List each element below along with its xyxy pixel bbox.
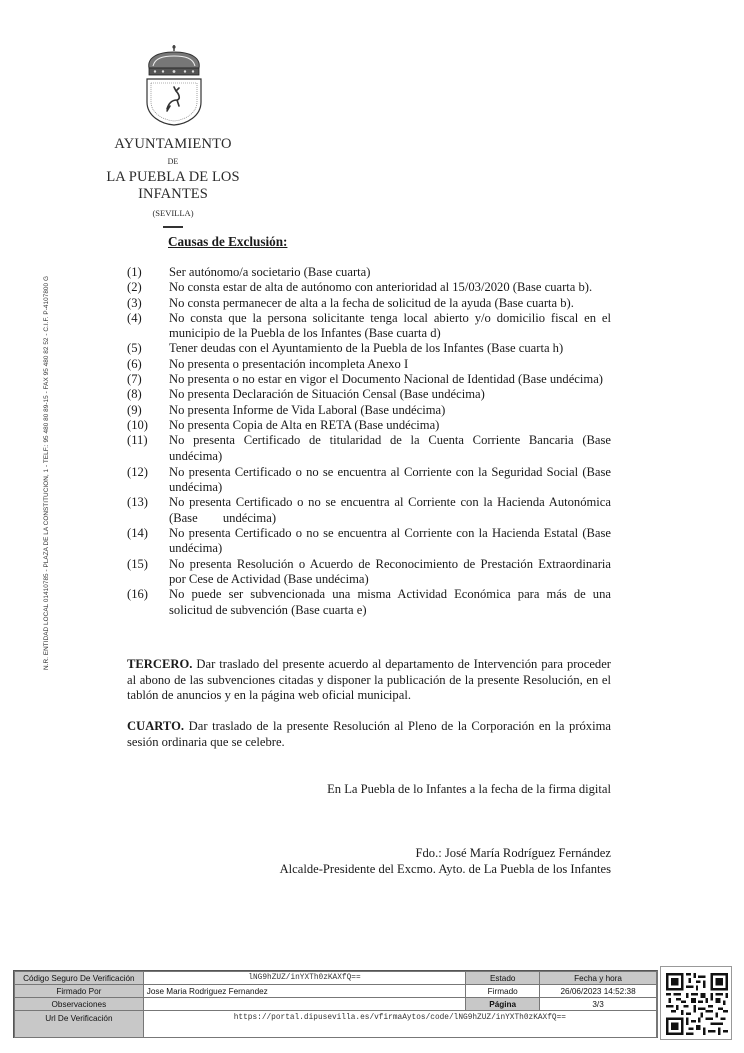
item-number: (10) — [127, 417, 148, 432]
list-item — [127, 372, 611, 387]
list-item — [127, 387, 611, 402]
header-divider — [163, 226, 183, 228]
org-line-2: DE — [167, 157, 179, 166]
item-number: (13) — [127, 495, 148, 510]
list-item — [127, 557, 611, 588]
item-text: No puede ser subvencionada una misma Actividad Económica para más de una solicitud de subvención (Base cuarta e) — [169, 587, 611, 617]
observaciones-label: Observaciones — [15, 998, 144, 1011]
item-text: No consta estar de alta de autónomo con anterioridad al 15/03/2020 (Base cuarta b). — [169, 280, 593, 295]
paragraph-tercero — [127, 657, 611, 704]
pagina-label: Página — [466, 998, 540, 1011]
item-text: No presenta Certificado o no se encuentra al Corriente con la Seguridad Social (Base undécima) — [169, 464, 637, 495]
org-line-1: AYUNTAMIENTO — [114, 136, 232, 152]
pagina-value: 3/3 — [540, 998, 657, 1011]
item-text: No presenta Copia de Alta en RETA (Base undécima) — [169, 417, 440, 432]
item-number: (7) — [127, 372, 142, 387]
item-text: No presenta Informe de Vida Laboral (Base undécima) — [169, 402, 446, 417]
signed-by: Fdo.: José María Rodríguez Fernández — [415, 846, 611, 860]
list-item — [127, 357, 611, 372]
item-number: (15) — [127, 556, 148, 571]
section-title: Causas de Exclusión: — [168, 234, 288, 249]
coat-of-arms-icon — [143, 44, 205, 126]
item-number: (4) — [127, 310, 142, 325]
item-number: (3) — [127, 295, 142, 310]
item-number: (6) — [127, 356, 142, 371]
item-text: No presenta Certificado o no se encuentra al Corriente con la Hacienda Estatal (Base undécima) — [169, 526, 637, 556]
csv-value: lNG9hZUZ/inYXTh0zKAXfQ== — [143, 972, 466, 985]
item-text: No presenta Certificado o no se encuentra al Corriente con la Hacienda Autonómica (Base undécima) — [169, 495, 615, 525]
signature-block — [280, 845, 611, 877]
item-text: No presenta Resolución o Acuerdo de Reconocimiento de Prestación Extraordinaria por Cese de Actividad (Base undécima) — [169, 556, 611, 586]
verification-url-link[interactable]: https://portal.dipusevilla.es/vfirmaAytos/code/lNG9hZUZ/inYXTh0zKAXfQ== — [143, 1011, 656, 1038]
item-text: No presenta o no estar en vigor el Documento Nacional de Identidad (Base undécima) — [169, 372, 603, 387]
tercero-text: Dar traslado del presente acuerdo al departamento de Intervención para proceder al abono de las subvenciones citadas y disponer la publicación de la presente Resolución, en el tablón de anuncios y en la página web oficial municipal. — [127, 657, 611, 703]
paragraph-cuarto — [127, 719, 611, 750]
sidebar-registry-text: N.R. ENTIDAD LOCAL 01410785 - PLAZA DE LA CONSTITUCION, 1 - TELF.: 95 480 80 89-15 - FAX 95 480 82 52 - C.I.F. P-4107800 G — [43, 276, 50, 670]
item-number: (5) — [127, 341, 142, 356]
estado-label: Estado — [466, 972, 540, 985]
item-number: (1) — [127, 265, 142, 279]
item-text: Ser autónomo/a societario (Base cuarta) — [169, 265, 371, 279]
item-number: (9) — [127, 402, 142, 417]
item-number: (16) — [127, 587, 148, 602]
place-date: En La Puebla de lo Infantes a la fecha de la firma digital — [327, 782, 611, 796]
observaciones-value — [143, 998, 466, 1011]
list-item — [127, 265, 611, 280]
list-item — [127, 495, 615, 526]
list-item — [127, 341, 611, 356]
list-item — [127, 464, 637, 496]
cuarto-text: Dar traslado de la presente Resolución al Pleno de la Corporación en la próxima sesión ordinaria que se celebre. — [127, 719, 611, 749]
item-number: (12) — [127, 464, 148, 479]
org-line-4: (SEVILLA) — [152, 208, 194, 218]
exclusion-causes-list — [127, 265, 637, 618]
firmado-por-value: Jose Maria Rodriguez Fernandez — [143, 985, 466, 998]
tercero-label: TERCERO. — [127, 657, 193, 671]
fecha-value: 26/06/2023 14:52:38 — [540, 985, 657, 998]
list-item — [127, 280, 611, 295]
list-item — [127, 311, 611, 342]
item-text: No presenta Certificado de titularidad de la Cuenta Corriente Bancaria (Base undécima) — [169, 433, 611, 463]
item-number: (2) — [127, 280, 142, 295]
organization-header — [70, 136, 276, 228]
item-number: (11) — [127, 433, 148, 448]
list-item — [127, 433, 611, 464]
item-text: No consta permanecer de alta a la fecha de solicitud de la ayuda (Base cuarta b). — [169, 295, 574, 310]
signer-position: Alcalde-Presidente del Excmo. Ayto. de La Puebla de los Infantes — [279, 862, 611, 876]
fecha-label: Fecha y hora — [540, 972, 657, 985]
qr-code-icon — [660, 966, 732, 1040]
item-text: No presenta o presentación incompleta Anexo I — [169, 356, 409, 371]
csv-label: Código Seguro De Verificación — [15, 972, 144, 985]
item-text: No presenta Declaración de Situación Censal (Base undécima) — [169, 387, 485, 402]
list-item — [127, 403, 611, 418]
item-text: Tener deudas con el Ayuntamiento de la Puebla de los Infantes (Base cuarta h) — [169, 341, 564, 356]
org-line-3: LA PUEBLA DE LOS INFANTES — [106, 169, 240, 202]
estado-value: Firmado — [466, 985, 540, 998]
list-item — [127, 296, 611, 311]
cuarto-label: CUARTO. — [127, 719, 185, 733]
item-number: (8) — [127, 387, 142, 402]
list-item — [127, 418, 611, 433]
item-text: No consta que la persona solicitante tenga local abierto y/o domicilio fiscal en el municipio de la Puebla de los Infantes (Base cuarta d) — [169, 310, 611, 341]
item-number: (14) — [127, 526, 148, 541]
verification-table — [13, 970, 658, 1038]
url-label: Url De Verificación — [15, 1011, 144, 1038]
firmado-por-label: Firmado Por — [15, 985, 144, 998]
list-item — [127, 526, 637, 557]
list-item — [127, 587, 611, 618]
